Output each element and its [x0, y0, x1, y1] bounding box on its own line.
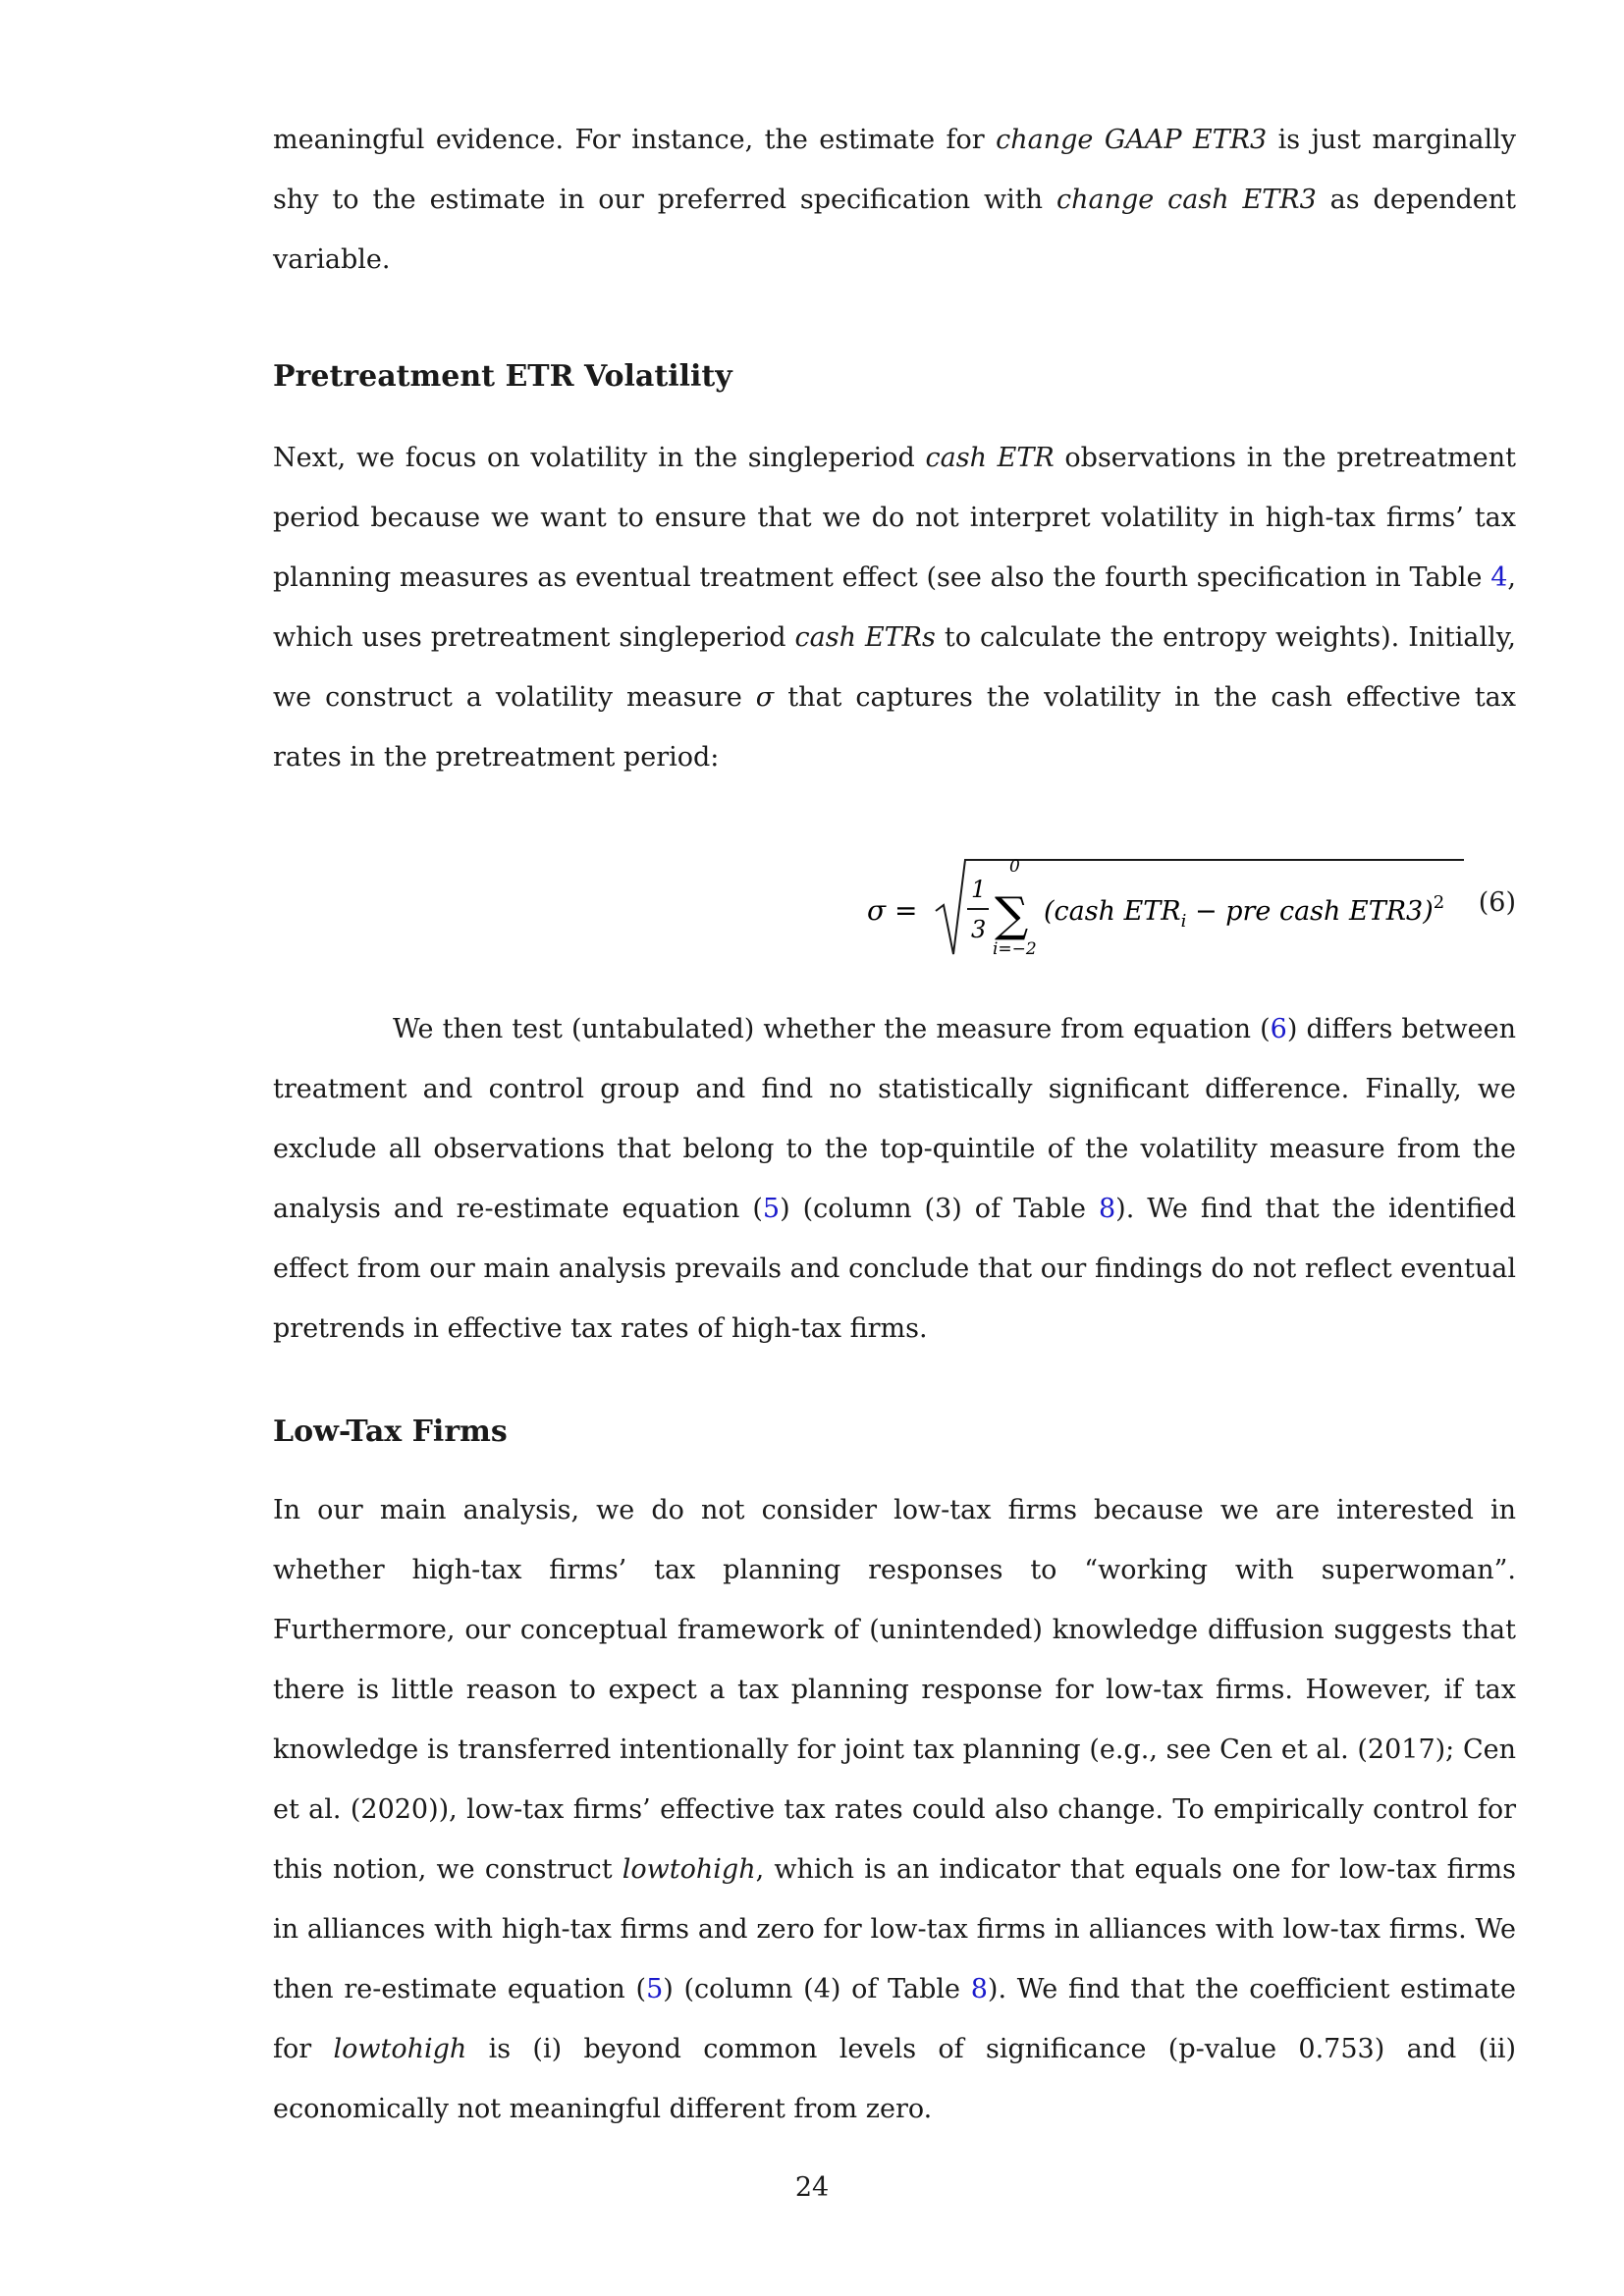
text-run: , which is an indicator that equals one for low-tax firms in alliances with high-tax firms and zero for low-tax firms in alliances with low-tax firms. We then re-estimate equation (: [273, 1854, 1516, 2004]
text-run: meaningful evidence. For instance, the estimate for: [273, 125, 997, 155]
equation-link[interactable]: 6: [1270, 1014, 1287, 1044]
text-run: is (i) beyond common levels of significance (p-value 0.753) and (ii) economically not meaningful different from zero.: [273, 2034, 1516, 2124]
italic-term: cash ETRs: [794, 622, 936, 653]
paragraph-intro: [273, 110, 1516, 290]
paragraph-text: [273, 1480, 1516, 2139]
table-link[interactable]: 8: [1098, 1194, 1116, 1224]
body-part: − pre cash ETR3): [1186, 896, 1434, 927]
italic-term: lowtohigh: [333, 2034, 467, 2064]
sum-lower-limit: i=−2: [993, 939, 1037, 959]
text-run: ) differs between treatment and control group and find no statistically significant difference. Finally, we exclude all observations that belong to the top-quintile of the volatility measure from the analysis and re-estimate equation (: [273, 1014, 1516, 1224]
equation-lhs: σ =: [867, 894, 918, 927]
subscript-i: i: [1180, 911, 1187, 932]
paragraph-test: [273, 999, 1516, 1359]
table-link[interactable]: 8: [970, 1974, 988, 2004]
sum-symbol: ∑: [995, 887, 1029, 942]
italic-term: lowtohigh: [622, 1854, 756, 1885]
fraction-denominator: 3: [971, 916, 987, 943]
section-title: Pretreatment ETR Volatility: [273, 359, 732, 394]
section-heading-volatility: [273, 357, 1516, 397]
equation-body: [1044, 892, 1444, 932]
body-part: (cash ETR: [1044, 896, 1181, 927]
italic-term: cash ETR: [925, 443, 1055, 473]
italic-term: change GAAP ETR3: [996, 125, 1268, 155]
text-run: ) (column (3) of Table: [780, 1194, 1099, 1224]
text-run: ) (column (4) of Table: [663, 1974, 971, 2004]
fraction-numerator: 1: [971, 876, 987, 903]
section-title: Low-Tax Firms: [273, 1415, 508, 1449]
text-run: observations in the pretreatment period because we want to ensure that we do not interpret volatility in high-tax firms’ tax planning measures as eventual treatment effect (see also the fourth specification in Table: [273, 443, 1516, 593]
page-number: 24: [794, 2172, 830, 2203]
italic-term: change cash ETR3: [1056, 185, 1317, 215]
paragraph-volatility: [273, 428, 1516, 787]
paragraph-text: [273, 110, 1516, 290]
equation-number: (6): [1478, 887, 1516, 918]
sigma-symbol: σ: [755, 682, 775, 713]
text-run: We then test (untabulated) whether the measure from equation (: [393, 1014, 1271, 1044]
text-run: Next, we focus on volatility in the singleperiod: [273, 443, 926, 473]
equation-formula: [867, 846, 1476, 964]
paragraph-low-tax: [273, 1480, 1516, 2139]
equation-6: [273, 846, 1516, 964]
table-link[interactable]: 4: [1490, 562, 1508, 593]
text-run: , which uses pretreatment singleperiod: [273, 562, 1516, 653]
paragraph-text: [273, 999, 1516, 1359]
text-run: as dependent variable.: [273, 185, 1516, 275]
equation-link[interactable]: 5: [762, 1194, 781, 1224]
text-run: ). We find that the identified effect from our main analysis prevails and conclude that our findings do not reflect eventual pretrends in effective tax rates of high-tax firms.: [273, 1194, 1516, 1344]
equation-link[interactable]: 5: [646, 1974, 664, 2004]
text-run: to calculate the entropy weights). Initially, we construct a volatility measure: [273, 622, 1516, 713]
paragraph-text: [273, 428, 1516, 787]
text-run: is just marginally shy to the estimate in our preferred specification with: [273, 125, 1516, 215]
sum-upper-limit: 0: [1009, 857, 1020, 877]
section-heading-low-tax: [273, 1413, 1516, 1452]
superscript-2: 2: [1433, 892, 1445, 913]
text-run: that captures the volatility in the cash effective tax rates in the pretreatment period:: [273, 682, 1516, 773]
text-run: ). We find that the coefficient estimate for: [273, 1974, 1516, 2064]
text-run: In our main analysis, we do not consider low-tax firms because we are interested in whether high-tax firms’ tax planning responses to “working with superwoman”. Furthermore, our conceptual framework of (unintended) knowledge diffusion suggests that there is little reason to expect a tax planning response for low-tax firms. However, if tax knowledge is transferred intentionally for joint tax planning (e.g., see Cen et al. (2017); Cen et al. (2020)), low-tax firms’ effective tax rates could also change. To empirically control for this notion, we construct: [273, 1495, 1516, 1885]
